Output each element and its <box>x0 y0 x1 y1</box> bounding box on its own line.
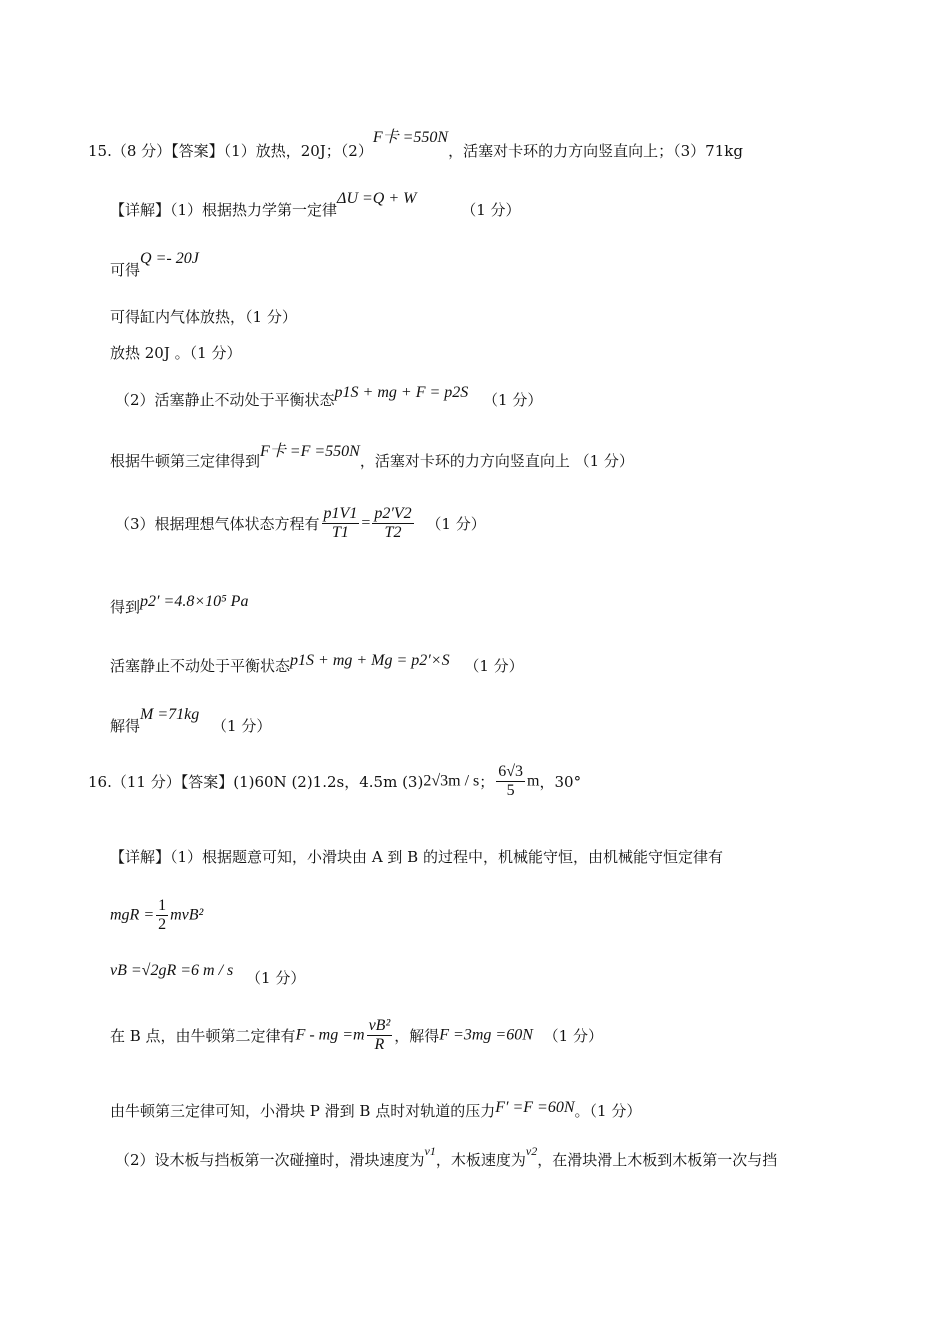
q15-detail-label: 【详解】（1）根据热力学第一定律 <box>110 201 338 219</box>
q15-p2-line <box>110 593 249 618</box>
at-b-text: 在 B 点，由牛顿第二定律有 <box>110 1027 296 1045</box>
q15-balance2-line <box>110 652 524 677</box>
q16-answer-prefix: 16.（11 分）【答案】(1)60N (2)1.2s，4.5m (3) <box>88 773 424 791</box>
balance-equation-2: p1S + mg + Mg = p2′×S <box>290 652 450 669</box>
jiede-comma: ，解得 <box>394 1027 440 1045</box>
q15-newton3-line <box>110 443 634 472</box>
fprime-equation: F′ =F =60N <box>495 1099 575 1116</box>
q15-header <box>88 129 743 162</box>
f3mg-equation: F =3mg =60N <box>439 1026 533 1044</box>
gas-fraction-left <box>322 505 360 542</box>
q15-kede-line <box>110 250 199 281</box>
gas-num-right: p2′V2 <box>374 505 412 522</box>
q16-velocity: 2√3m / s <box>423 772 480 790</box>
balance2-text: 活塞静止不动处于平衡状态 <box>110 657 291 675</box>
q15-answer-prefix: 15.（8 分）【答案】（1）放热，20J；（2） <box>88 142 373 160</box>
distance-num: 6√3 <box>498 763 524 780</box>
newton3-post: 。（1 分） <box>574 1102 642 1120</box>
newton2-fraction <box>367 1017 393 1054</box>
score-label: （1 分） <box>543 1027 603 1045</box>
score-label: （1 分） <box>461 201 521 219</box>
jiede-label: 解得 <box>110 717 141 735</box>
energy-num: 1 <box>158 897 167 914</box>
gas-fraction-right <box>372 505 413 542</box>
q15-release-20j-line: 放热 20J 。（1 分） <box>110 344 242 362</box>
q16-separator: ； <box>479 773 495 791</box>
energy-fraction <box>156 897 168 934</box>
part2-text: （2）活塞静止不动处于平衡状态 <box>115 391 335 409</box>
q16-distance-fraction <box>496 763 525 800</box>
gas-den-right: T2 <box>384 524 402 541</box>
q15-gas-release-line: 可得缸内气体放热，（1 分） <box>110 308 297 326</box>
q16-header <box>88 763 581 800</box>
energy-right: mvB² <box>170 906 204 924</box>
force-equation: F卡 =F =550N <box>260 443 360 460</box>
newton3-text: 根据牛顿第三定律得到 <box>110 452 261 470</box>
v1-symbol: v1 <box>424 1144 436 1158</box>
q16-vb-line <box>110 960 306 987</box>
q16-newton2-line <box>110 1017 603 1054</box>
q16-newton3-line <box>110 1101 641 1122</box>
v2-symbol: v2 <box>525 1144 538 1158</box>
newton3-text: 由牛顿第三定律可知，小滑块 P 滑到 B 点时对轨道的压力 <box>110 1102 496 1120</box>
part2-mid: ，木板速度为 <box>435 1151 526 1169</box>
balance-equation-1: p1S + mg + F = p2S <box>334 384 469 401</box>
q15-answer-force-eq: F卡 =550N <box>372 129 449 146</box>
q15-part3-line: （3）根据理想气体状态方程有 $\frac{p1V1}{T1}$ = $\frac{p2'V2}{T2}$ （1 分） <box>115 505 486 541</box>
energy-den: 2 <box>158 916 167 933</box>
newton2-left: F - mg =m <box>295 1026 365 1044</box>
vb-equation: vB =√2gR =6 m / s <box>110 962 234 979</box>
q16-energy-line <box>110 897 203 934</box>
mass-equation: M =71kg <box>140 706 200 723</box>
gas-den-left: T1 <box>331 524 349 541</box>
q16-detail-line: 【详解】（1）根据题意可知，小滑块由 A 到 B 的过程中，机械能守恒，由机械能守恒定律有 <box>110 848 723 866</box>
q15-detail-first-law <box>110 190 521 221</box>
score-label: （1 分） <box>212 717 272 735</box>
distance-den: 5 <box>506 782 515 799</box>
first-law-equation: ΔU =Q + W <box>337 190 417 207</box>
part2-pre: （2）设木板与挡板第一次碰撞时，滑块速度为 <box>115 1151 425 1169</box>
q15-mass-line <box>110 706 272 737</box>
q16-part2-line <box>115 1144 778 1171</box>
energy-left: mgR = <box>110 906 155 924</box>
score-label: （1 分） <box>483 391 543 409</box>
distance-unit: m <box>527 772 540 790</box>
part3-text: （3）根据理想气体状态方程有 <box>115 515 320 533</box>
gas-num-left: p1V1 <box>323 505 358 522</box>
heat-q-equation: Q =- 20J <box>140 250 199 267</box>
newton2-num: vB² <box>368 1017 391 1034</box>
dedao-label: 得到 <box>110 598 141 616</box>
newton2-den: R <box>374 1036 385 1053</box>
q15-part2-line <box>115 384 543 411</box>
score-label: （1 分） <box>426 515 486 533</box>
kede-label: 可得 <box>110 261 141 279</box>
newton3-post: ，活塞对卡环的力方向竖直向上 （1 分） <box>359 452 634 470</box>
p2-equation: p2′ =4.8×10⁵ Pa <box>140 593 249 610</box>
q16-angle: ，30° <box>539 773 582 791</box>
q15-answer-suffix: ，活塞对卡环的力方向竖直向上；（3）71kg <box>448 142 743 160</box>
part2-post: ，在滑块滑上木板到木板第一次与挡 <box>537 1151 778 1169</box>
score-label: （1 分） <box>464 657 524 675</box>
score-label: （1 分） <box>246 969 306 987</box>
